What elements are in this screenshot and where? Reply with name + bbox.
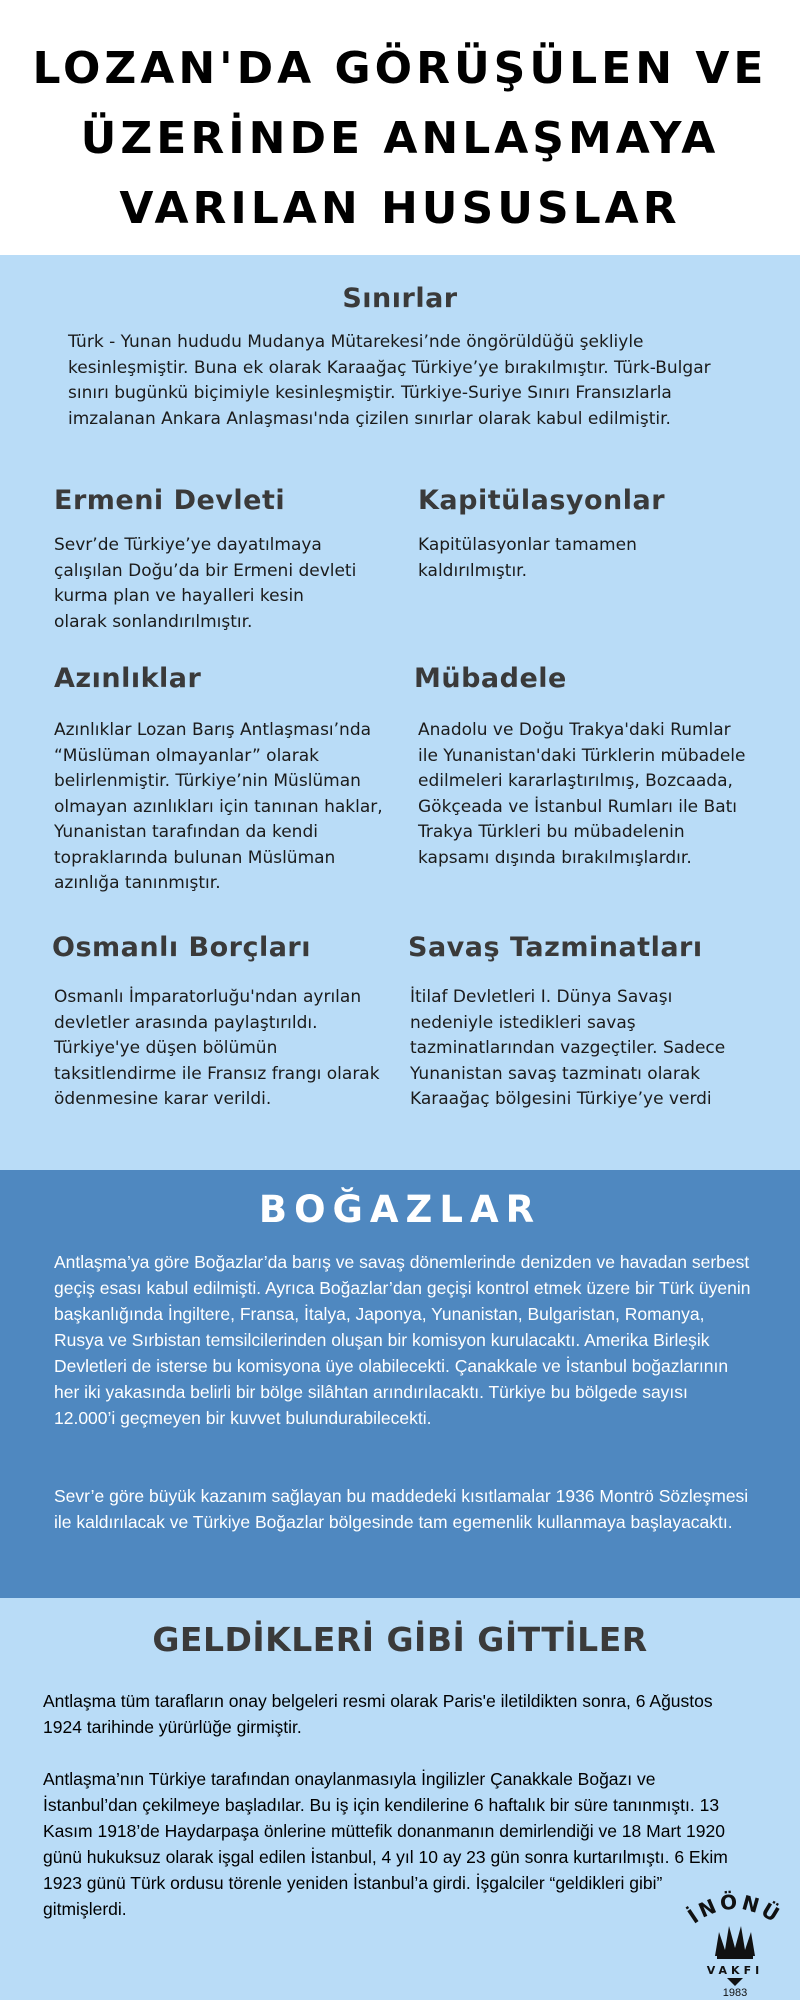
sinirlar-heading: Sınırlar — [342, 283, 458, 314]
gittiler-paragraph-1: Antlaşma tüm tarafların onay belgeleri resmi olarak Paris'e iletildikten sonra, 6 Ağustos 1924 tarihinde yürürlüğe girmiştir. — [43, 1691, 713, 1737]
title-banner — [0, 0, 800, 255]
ermeni-heading: Ermeni Devleti — [54, 485, 286, 516]
bogazlar-heading: BOĞAZLAR — [258, 1188, 542, 1231]
gittiler-paragraph-2: Antlaşma’nın Türkiye tarafından onaylanmasıyla İngilizler Çanakkale Boğazı ve İstanbul’dan çekilmeye başladılar. Bu iş için kendilerine 6 haftalık bir süre tanınmıştı. 13 Kasım 1918’de Haydarpaşa önlerine müttefik donanmanın demirlendiği ve 18 Mart 1920 günü hukuksuz olarak işgal edilen İstanbul, 4 yıl 10 ay 23 gün sonra kurtarılmıştı. 6 Ekim 1923 günü Türk ordusu törenle yeniden İstanbul’a girdi. İşgalciler “geldikleri gibi” gitmişlerdi. — [43, 1769, 728, 1919]
logo-emblem-icon — [677, 1888, 793, 1996]
bogazlar-section — [0, 1170, 800, 1598]
page-title: LOZAN'DA GÖRÜŞÜLEN VE ÜZERİNDE ANLAŞMAYA VARILAN HUSUSLAR — [32, 43, 768, 234]
logo-year: 1983 — [722, 1987, 748, 1996]
azinliklar-text: Azınlıklar Lozan Barış Antlaşması’nda “Müslüman olmayanlar” olarak belirlenmiştir. Türkiye’nin Müslüman olmayan azınlıkları için tanınan haklar, Yunanistan tarafından da kendi topraklarında bulunan Müslüman azınlığa tanınmıştır. — [54, 720, 383, 893]
logo-name-top-path: İNÖNÜ — [683, 1889, 787, 1929]
inonu-vakfi-logo — [677, 1888, 793, 1996]
mubadele-heading: Mübadele — [414, 663, 567, 694]
kapitulasyonlar-text: Kapitülasyonlar tamamen kaldırılmıştır. — [418, 535, 637, 581]
azinliklar-heading: Azınlıklar — [54, 663, 202, 694]
logo-triangle-icon — [727, 1978, 743, 1986]
tazminat-text: İtilaf Devletleri I. Dünya Savaşı nedeniyle istedikleri savaş tazminatlarından vazgeçtiler. Sadece Yunanistan savaş tazminatı olarak Karaağaç bölgesini Türkiye’ye verdi — [410, 987, 726, 1109]
borclar-heading: Osmanlı Borçları — [52, 932, 312, 963]
gittiler-heading: GELDİKLERİ GİBİ GİTTİLER — [152, 1620, 648, 1659]
borclar-text: Osmanlı İmparatorluğu'ndan ayrılan devletler arasında paylaştırıldı. Türkiye'ye düşen bölümün taksitlendirme ile Fransız frangı olarak ödenmesine karar verildi. — [54, 987, 380, 1109]
tazminat-heading: Savaş Tazminatları — [408, 932, 703, 963]
bogazlar-paragraph-1: Antlaşma’ya göre Boğazlar’da barış ve savaş dönemlerinde denizden ve havadan serbest geçiş esası kabul edilmişti. Ayrıca Boğazlar’dan geçişi kontrol etmek üzere bir Türk üyenin başkanlığında İngiltere, Fransa, İtalya, Japonya, Yunanistan, Bulgaristan, Romanya, Rusya ve Sırbistan temsilcilerinden oluşan bir komisyon kurulacaktı. Amerika Birleşik Devletleri de isterse bu komisyona üye olabilecekti. Çanakkale ve İstanbul boğazlarının her iki yakasında belirli bir bölge silâhtan arındırılacaktı. Türkiye bu bölgede sayısı 12.000’i geçmeyen bir kuvvet bulundurabilecekti. — [54, 1252, 751, 1428]
ermeni-text: Sevr’de Türkiye’ye dayatılmaya çalışılan Doğu’da bir Ermeni devleti kurma plan ve hayalleri kesin olarak sonlandırılmıştır. — [54, 535, 357, 632]
logo-name-top — [683, 1889, 786, 1928]
bogazlar-paragraph-2: Sevr’e göre büyük kazanım sağlayan bu maddedeki kısıtlamalar 1936 Montrö Sözleşmesi ile kaldırılacak ve Türkiye Boğazlar bölgesinde tam egemenlik kullanmaya başlayacaktı. — [54, 1486, 749, 1532]
logo-name-bottom: VAKFI — [706, 1964, 764, 1977]
mubadele-text: Anadolu ve Doğu Trakya'daki Rumlar ile Yunanistan'daki Türklerin mübadele edilmeleri kararlaştırılmış, Bozcaada, Gökçeada ve İstanbul Rumları ile Batı Trakya Türkleri bu mübadelenin kapsamı dışında bırakılmışlardır. — [418, 720, 746, 868]
logo-crown-icon — [715, 1926, 755, 1959]
kapitulasyonlar-heading: Kapitülasyonlar — [418, 485, 666, 516]
sinirlar-text: Türk - Yunan hududu Mudanya Mütarekesi’nde öngörüldüğü şekliyle kesinleşmiştir. Buna ek olarak Karaağaç Türkiye’ye bırakılmıştır. Türk-Bulgar sınırı bugünkü biçimiyle kesinleşmiştir. Türkiye-Suriye Sınırı Fransızlarla imzalanan Ankara Anlaşması'nda çizilen sınırlar olarak kabul edilmiştir. — [68, 332, 711, 429]
